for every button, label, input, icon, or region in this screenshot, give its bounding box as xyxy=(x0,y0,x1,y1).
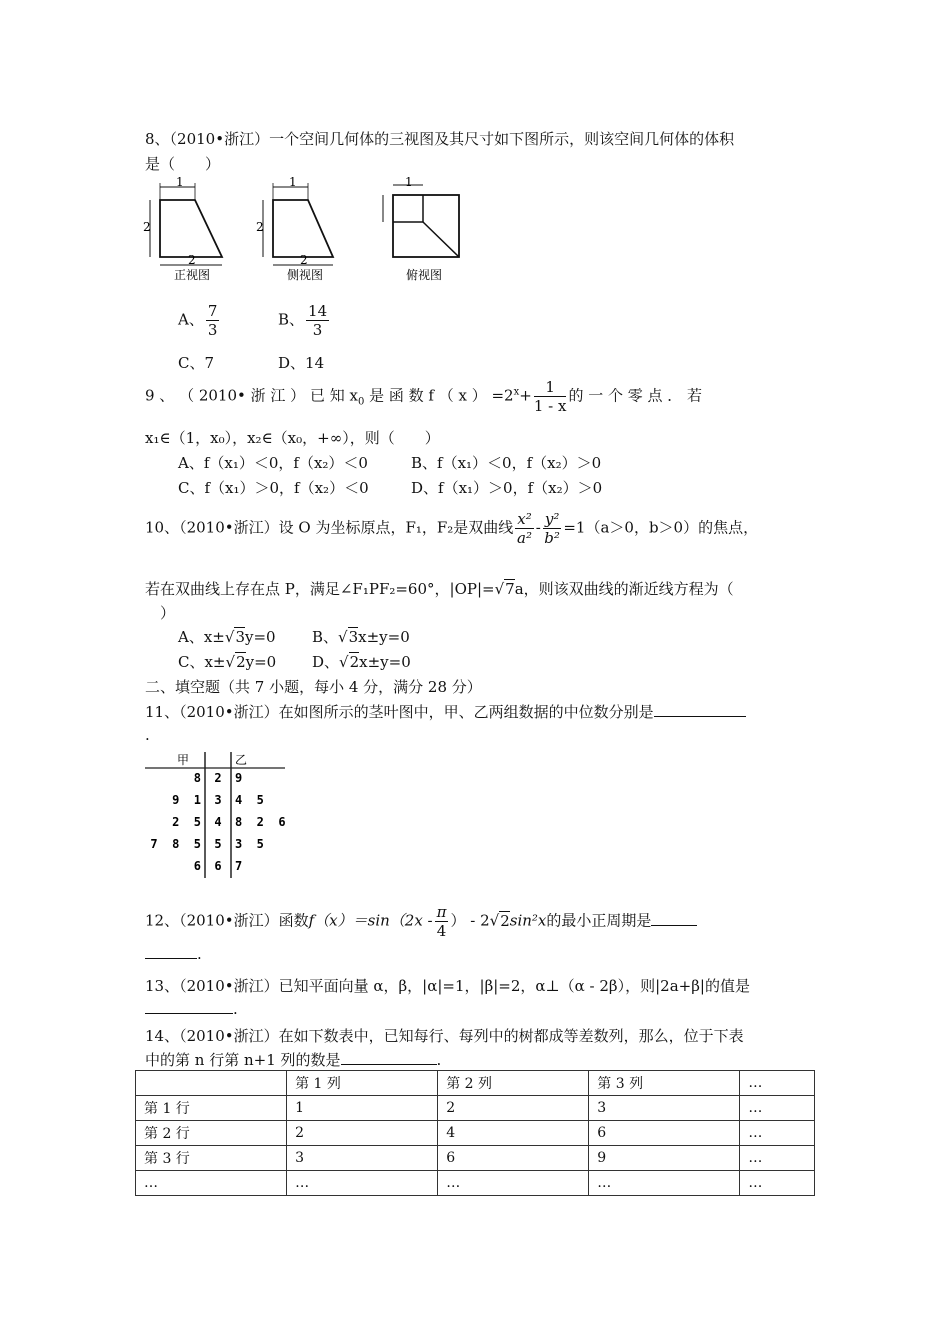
table-cell: 第 3 列 xyxy=(589,1071,740,1096)
q10-d-pre: D、 xyxy=(312,653,340,671)
q10-minus: - xyxy=(535,518,541,537)
q11-dot: . xyxy=(145,726,150,744)
front-dim-bottom: 2 xyxy=(188,253,196,267)
q9-line2: x₁∈（1，x₀），x₂∈（x₀，+∞），则（ ） xyxy=(145,429,440,447)
table-cell: 3 xyxy=(287,1146,438,1171)
q8-option-a xyxy=(178,302,221,339)
stem-row1-stem: 2 xyxy=(214,771,222,785)
q10-line2: 若在双曲线上存在点 P，满足∠F₁PF₂=60°，|OP|=√7a，则该双曲线的渐近线方程为（ xyxy=(145,580,734,598)
q10-option-b: B、√3x±y=0 xyxy=(312,628,410,646)
q8-three-views-figure xyxy=(140,175,480,285)
q13-text: 13、（2010•浙江）已知平面向量 α，β，|α|=1，|β|=2，α⊥（α - 2β），则|2a+β|的值是 xyxy=(145,977,750,995)
stem-row4-left: 7 8 5 xyxy=(150,837,201,851)
section-2-heading: 二、填空题（共 7 小题，每小 4 分，满分 28 分） xyxy=(145,678,482,696)
table-row xyxy=(136,1171,815,1196)
table-row xyxy=(136,1096,815,1121)
q10-line3: ） xyxy=(160,604,176,622)
stem-row3-left: 2 5 xyxy=(172,815,201,829)
side-dim-height: 2 xyxy=(256,220,264,234)
q10-d-post: x±y=0 xyxy=(359,653,411,671)
table-cell xyxy=(136,1071,287,1096)
q10-a2: a² xyxy=(517,529,533,547)
q10-line2-a: 若在双曲线上存在点 P，满足∠F₁PF₂=60°，|OP|= xyxy=(145,580,495,598)
q8-option-a-label: A、 xyxy=(178,310,204,329)
stem-row2-left: 9 1 xyxy=(172,793,201,807)
q8-a-denominator: 3 xyxy=(207,321,218,339)
q8-b-numerator: 14 xyxy=(308,302,328,320)
table-cell: 第 1 列 xyxy=(287,1071,438,1096)
table-cell: 3 xyxy=(589,1096,740,1121)
q12-four: 4 xyxy=(436,922,447,940)
q12-answer-blank[interactable] xyxy=(651,925,697,926)
stem-row1-right: 9 xyxy=(235,771,243,785)
q12-post: sin²x xyxy=(509,911,547,930)
q14-end: . xyxy=(436,1051,442,1069)
q8-text-line2: 是（ ） xyxy=(145,155,221,173)
q10-c-sqrt: 2 xyxy=(236,653,246,671)
stem-row5-right: 7 xyxy=(235,859,243,873)
stem-row4-stem: 5 xyxy=(214,837,222,851)
stem-row1-left: 8 xyxy=(193,771,201,785)
q12-prefix: 12、（2010•浙江）函数 xyxy=(145,911,309,930)
q9-prefix: 9 、 （ 2010• 浙 江 ） 已 知 x xyxy=(145,386,358,405)
table-cell: 第 2 行 xyxy=(136,1121,287,1146)
table-cell: 9 xyxy=(589,1146,740,1171)
q8-text-line1: 8、（2010•浙江）一个空间几何体的三视图及其尺寸如下图所示，则该空间几何体的体积 xyxy=(145,130,735,148)
q11-text-content: 11、（2010•浙江）在如图所示的茎叶图中，甲、乙两组数据的中位数分别是 xyxy=(145,703,654,721)
q13-end: . xyxy=(233,1000,238,1018)
q10-a-pre: A、x± xyxy=(178,628,225,646)
front-dim-height: 2 xyxy=(143,220,151,234)
stem-row3-stem: 4 xyxy=(214,815,222,829)
q11-answer-blank[interactable] xyxy=(654,716,746,717)
table-cell: … xyxy=(740,1121,815,1146)
table-cell: … xyxy=(287,1171,438,1196)
q10-b-sqrt: 3 xyxy=(348,628,359,646)
q10-suffix: =1（a＞0，b＞0）的焦点， xyxy=(563,518,759,537)
q9-suffix: 的 一 个 零 点 ． 若 xyxy=(568,386,703,405)
q10-b-post: x±y=0 xyxy=(358,628,410,646)
table-cell: 第 2 列 xyxy=(438,1071,589,1096)
q10-option-d: D、√2x±y=0 xyxy=(312,653,411,671)
q13-line2 xyxy=(145,1000,238,1018)
q8-option-b-fraction xyxy=(306,302,329,339)
q10-x2: x² xyxy=(517,510,532,528)
q9-frac-den: 1 - x xyxy=(533,397,567,415)
q9-fraction xyxy=(534,378,567,415)
q8-a-numerator: 7 xyxy=(207,302,218,320)
front-dim-top: 1 xyxy=(176,175,184,189)
q9-option-d: D、f（x₁）＞0，f（x₂）＞0 xyxy=(411,479,603,497)
q14-line2-text: 中的第 n 行第 n+1 列的数是 xyxy=(145,1051,341,1069)
q12-fx: f（x）＝sin（2x - xyxy=(308,911,433,930)
q10-option-c: C、x±√2y=0 xyxy=(178,653,277,671)
q11-text xyxy=(145,701,746,722)
q12-end: . xyxy=(197,945,202,963)
q8-option-b xyxy=(278,302,331,339)
table-cell: … xyxy=(740,1071,815,1096)
q9-frac-num: 1 xyxy=(534,378,567,397)
table-cell: … xyxy=(740,1096,815,1121)
table-cell: … xyxy=(438,1171,589,1196)
stem-row2-stem: 3 xyxy=(214,793,222,807)
table-cell: 2 xyxy=(438,1096,589,1121)
q9-option-b: B、f（x₁）＜0，f（x₂）＞0 xyxy=(411,454,602,472)
q8-option-a-fraction xyxy=(206,302,220,339)
stem-row2-right: 4 5 xyxy=(235,793,264,807)
q10-b-pre: B、 xyxy=(312,628,339,646)
q8-option-b-label: B、 xyxy=(278,310,305,329)
q12-mid: ） - 2 xyxy=(450,911,490,930)
table-cell: 第 3 行 xyxy=(136,1146,287,1171)
q10-a-post: y=0 xyxy=(244,628,276,646)
side-dim-top: 1 xyxy=(289,175,297,189)
q12-sqrt2: 2 xyxy=(500,911,510,930)
q12-pi: π xyxy=(436,903,447,921)
q10-line2-b: a，则该双曲线的渐近线方程为（ xyxy=(514,580,734,598)
q10-b2: b² xyxy=(544,529,560,547)
q10-frac-y xyxy=(543,510,562,547)
q14-number-table xyxy=(135,1070,815,1196)
q10-a-sqrt: 3 xyxy=(235,628,245,646)
q10-line1 xyxy=(145,510,758,547)
table-row xyxy=(136,1071,815,1096)
q10-c-pre: C、x± xyxy=(178,653,226,671)
table-row xyxy=(136,1121,815,1146)
table-cell: 1 xyxy=(287,1096,438,1121)
q9-sub0: 0 xyxy=(357,396,365,408)
top-view-caption: 俯视图 xyxy=(406,268,443,282)
top-view xyxy=(383,175,459,282)
front-view xyxy=(143,175,222,282)
table-cell: 6 xyxy=(438,1146,589,1171)
q9-supx: x xyxy=(513,386,520,398)
q9-plus: + xyxy=(519,386,532,405)
q12-line2 xyxy=(145,945,202,963)
q8-option-c: C、7 xyxy=(178,354,215,372)
q14-line2 xyxy=(145,1049,441,1070)
table-cell: 6 xyxy=(589,1121,740,1146)
q9-option-c: C、f（x₁）＞0，f（x₂）＜0 xyxy=(178,479,369,497)
top-dim-width: 1 xyxy=(405,175,413,189)
table-cell: 2 xyxy=(287,1121,438,1146)
q8-b-denominator: 3 xyxy=(312,321,323,339)
q10-frac-x xyxy=(515,510,533,547)
stem-row5-stem: 6 xyxy=(214,859,222,873)
table-cell: … xyxy=(740,1146,815,1171)
q9-line1 xyxy=(145,378,702,415)
q12-answer-blank-cont[interactable] xyxy=(145,958,197,959)
table-cell: … xyxy=(136,1171,287,1196)
side-dim-bottom: 2 xyxy=(300,253,308,267)
table-cell: 第 1 行 xyxy=(136,1096,287,1121)
table-cell: 4 xyxy=(438,1121,589,1146)
q13-answer-blank[interactable] xyxy=(145,1013,233,1014)
q14-answer-blank[interactable] xyxy=(341,1064,437,1065)
q10-y2: y² xyxy=(544,510,560,528)
q12-pi-fraction xyxy=(435,903,449,940)
stem-row4-right: 3 5 xyxy=(235,837,264,851)
q10-c-post: y=0 xyxy=(245,653,277,671)
q12-line: 12、（2010•浙江）函数f（x）＝sin（2x - $\frac{\pi}{4}$ ） - 2√2sin²x的最小正周期是 xyxy=(145,903,697,940)
q10-prefix: 10、（2010•浙江）设 O 为坐标原点，F₁，F₂是双曲线 xyxy=(145,518,514,537)
side-view-caption: 侧视图 xyxy=(287,268,324,282)
side-view xyxy=(256,175,333,282)
q9-mid: 是 函 数 f （ x ） =2 xyxy=(364,386,514,405)
q10-sqrt7: 7 xyxy=(505,580,515,598)
q10-d-sqrt: 2 xyxy=(349,653,360,671)
q8-option-d: D、14 xyxy=(278,354,325,372)
stem-row5-left: 6 xyxy=(193,859,201,873)
table-row xyxy=(136,1146,815,1171)
q9-option-a: A、f（x₁）＜0，f（x₂）＜0 xyxy=(178,454,368,472)
stem-header-left: 甲 xyxy=(177,753,190,767)
front-view-caption: 正视图 xyxy=(174,268,211,282)
stem-header-right: 乙 xyxy=(235,753,248,767)
table-cell: … xyxy=(589,1171,740,1196)
q10-option-a: A、x±√3y=0 xyxy=(178,628,276,646)
q12-suffix: 的最小正周期是 xyxy=(546,911,652,930)
q14-line1: 14、（2010•浙江）在如下数表中，已知每行、每列中的树都成等差数列，那么，位于下表 xyxy=(145,1027,744,1045)
stem-row3-right: 8 2 6 xyxy=(235,815,286,829)
table-cell: … xyxy=(740,1171,815,1196)
q11-stem-leaf-plot xyxy=(145,750,295,880)
